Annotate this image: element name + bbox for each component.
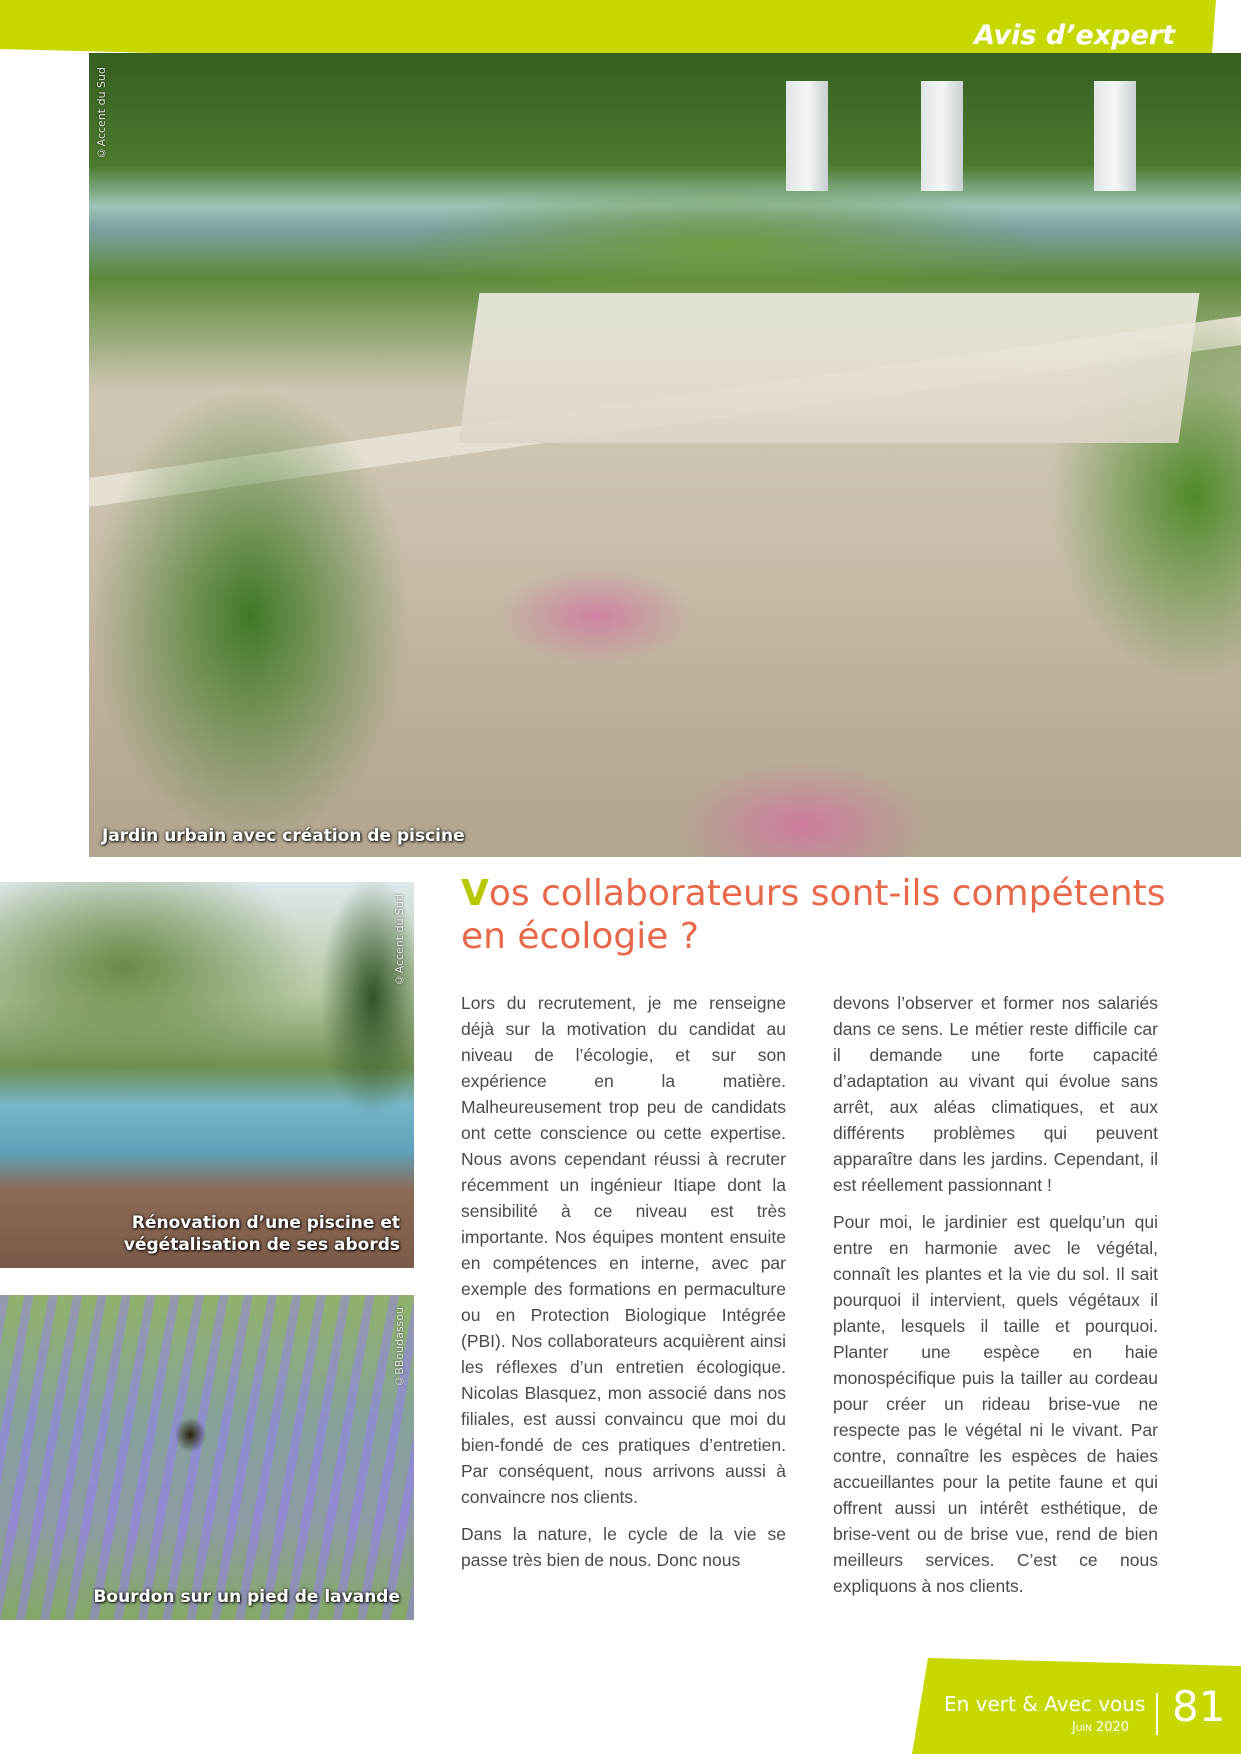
- caption-line: végétalisation de ses abords: [123, 1235, 400, 1255]
- photo-caption: Jardin urbain avec création de piscine: [102, 826, 465, 846]
- photo-credit: ©Accent du Sud: [95, 67, 108, 160]
- magazine-name: En vert & Avec vous: [944, 1692, 1146, 1716]
- paragraph: devons l’observer et former nos salariés dans ce sens. Le métier reste difficile car il demande une forte capacité d’adaptation au vivant qui évolue sans arrêt, aux aléas climatiques, et aux différents problèmes qui peuvent apparaître dans les jardins. Cependant, il est réellement passionnant !: [833, 993, 1158, 1195]
- photo-credit: ©BBoudassou: [393, 1307, 406, 1388]
- pool-renovation-photo: [0, 882, 414, 1268]
- planter-wall-decor: [458, 293, 1199, 443]
- section-label: Avis d’expert: [974, 20, 1175, 51]
- pillar-decor: [1094, 81, 1136, 191]
- headline-dropcap: V: [461, 873, 489, 914]
- pillar-decor: [921, 81, 963, 191]
- caption-line: Rénovation d’une piscine et: [131, 1213, 400, 1233]
- article-column-right: [833, 990, 1158, 1610]
- headline-text: os collaborateurs sont-ils compétents en écologie ?: [461, 873, 1166, 957]
- issue-date: Juin 2020: [1072, 1720, 1130, 1735]
- photo-credit: ©Accent du Sud: [393, 894, 406, 987]
- photo-caption: Bourdon sur un pied de lavande: [93, 1587, 400, 1607]
- photo-caption: [124, 1212, 400, 1256]
- paragraph: Lors du recrutement, je me renseigne déjà sur la motivation du candidat au niveau de l’écologie, et sur son expérience en la matière. Malheureusement trop peu de candidats ont cette conscience ou cette expertise. Nous avons cependant réussi à recruter récemment un ingénieur Itiape dont la sensibilité à ce niveau est très importante. Nos équipes montent ensuite en compétences en interne, avec par exemple des formations en permaculture ou en Protection Biologique Intégrée (PBI). Nos collaborateurs acquièrent ainsi les réflexes d’un entretien écologique. Nicolas Blasquez, mon associé dans nos filiales, est aussi convaincu que moi du bien-fondé de ces pratiques d’entretien. Par conséquent, nous arrivons aussi à convaincre nos clients.: [461, 993, 786, 1507]
- paragraph: Pour moi, le jardinier est quelqu’un qui entre en harmonie avec le végétal, connaît les plantes et la vie du sol. Il sait pourquoi il intervient, quels végétaux il plante, lesquels il taille et pourquoi. Planter une espèce en haie monospécifique puis la tailler au cordeau pour créer un rideau brise-vue ne respecte pas le végétal ni le vivant. Par contre, connaître les espèces de haies accueillantes pour la petite faune et qui offrent aussi un intérêt esthétique, de brise-vent ou de brise vue, rend de bien meilleurs services. C’est ce nous expliquons à nos clients.: [833, 1212, 1158, 1596]
- article-column-left: [461, 990, 786, 1584]
- paragraph: Dans la nature, le cycle de la vie se passe très bien de nous. Donc nous: [461, 1524, 786, 1570]
- page-number: 81: [1172, 1682, 1226, 1731]
- footer-divider: [1156, 1693, 1158, 1735]
- pillar-decor: [786, 81, 828, 191]
- main-garden-photo: [89, 53, 1241, 857]
- article-headline: [461, 872, 1181, 958]
- lavender-bee-photo: [0, 1295, 414, 1620]
